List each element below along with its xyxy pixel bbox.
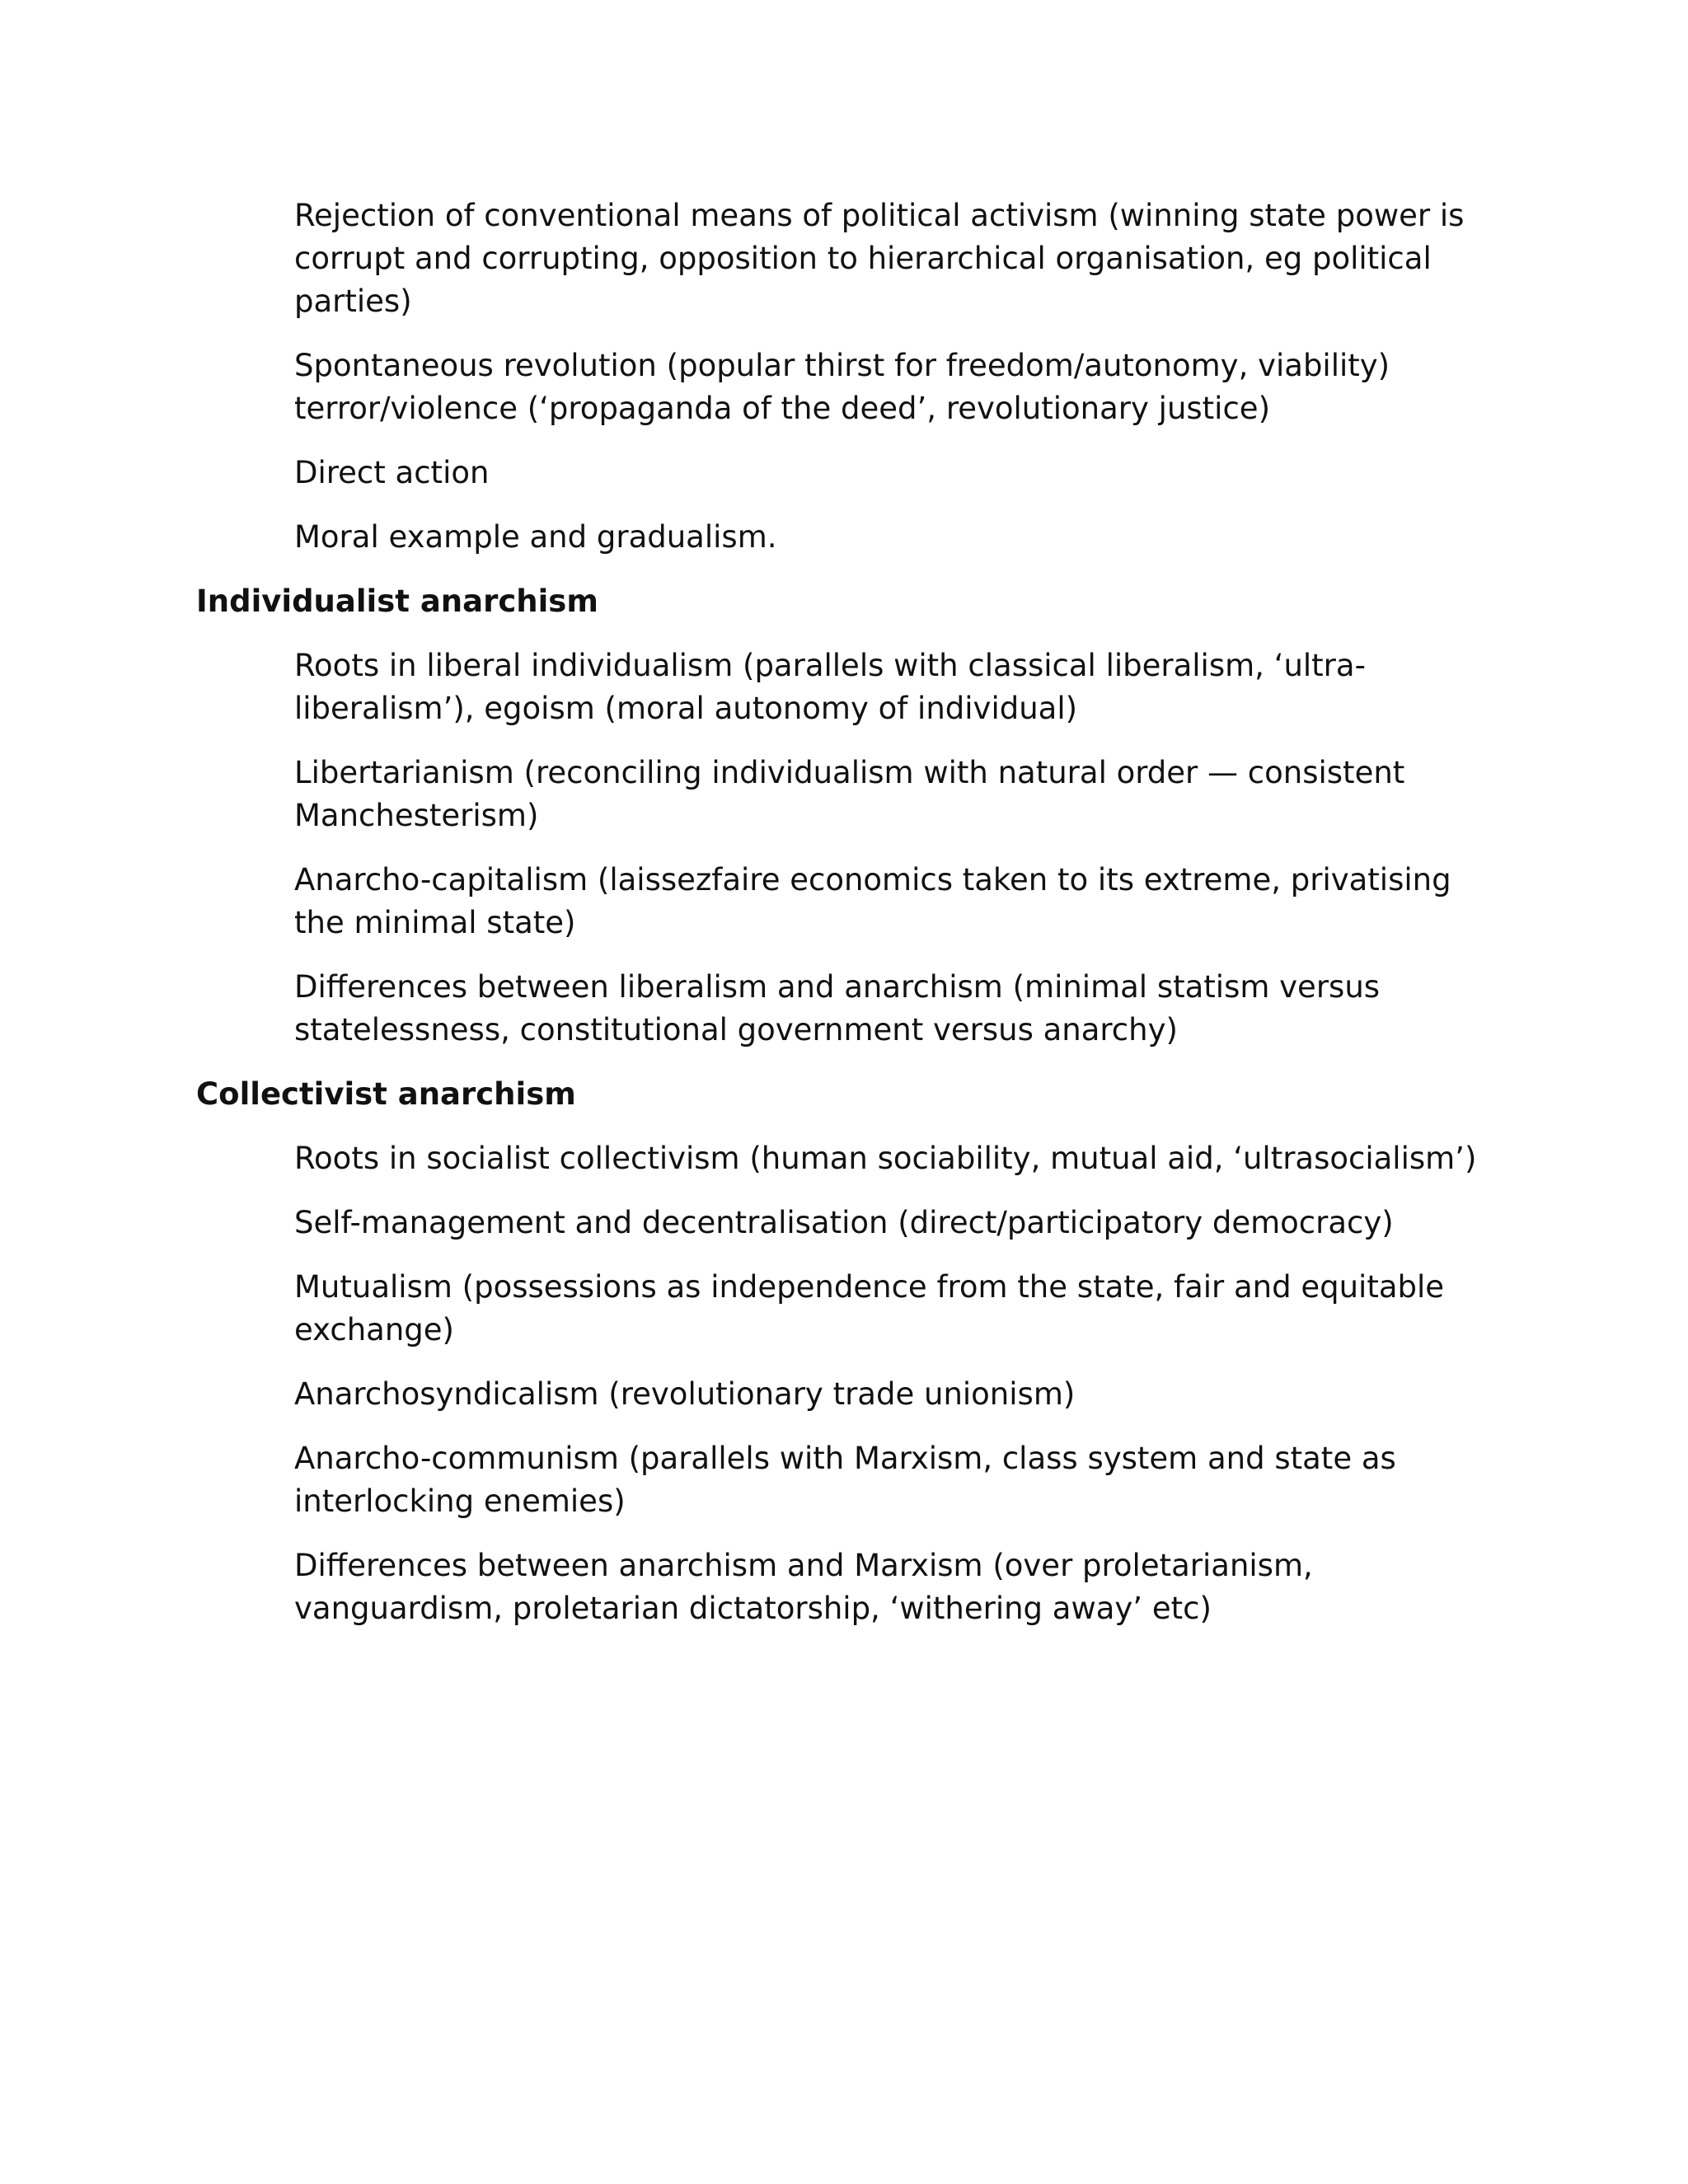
section-heading: Collectivist anarchism (196, 1076, 576, 1112)
list-item: Spontaneous revolution (popular thirst for freedom/autonomy, viability) terror/violence (‘propaganda of the deed’, revolutionary justice) (294, 348, 1390, 426)
list-item: Direct action (294, 455, 490, 490)
list-item: Differences between liberalism and anarchism (minimal statism versus statelessness, constitutional government versus anarchy) (294, 969, 1381, 1047)
section-individualist-anarchism (196, 580, 1515, 1052)
list-item: Anarchosyndicalism (revolutionary trade unionism) (294, 1376, 1076, 1412)
list-item: Roots in liberal individualism (parallels with classical liberalism, ‘ultra-liberalism’), egoism (moral autonomy of individual) (294, 648, 1366, 726)
section-collectivist-anarchism (196, 1073, 1515, 1630)
list-item: Differences between anarchism and Marxism (over proletarianism, vanguardism, proletarian dictatorship, ‘withering away’ etc) (294, 1548, 1313, 1626)
list-item: Roots in socialist collectivism (human sociability, mutual aid, ‘ultrasocialism’) (294, 1141, 1477, 1176)
list-item: Libertarianism (reconciling individualism with natural order — consistent Manchesterism) (294, 755, 1405, 833)
list-item: Mutualism (possessions as independence from the state, fair and equitable exchange) (294, 1269, 1445, 1347)
list-item: Rejection of conventional means of political activism (winning state power is corrupt and corrupting, opposition to hierarchical organisation, eg political parties) (294, 198, 1465, 319)
list-item: Anarcho-communism (parallels with Marxism, class system and state as interlocking enemies) (294, 1441, 1396, 1519)
list-item: Moral example and gradualism. (294, 519, 777, 555)
intro-list (196, 194, 1515, 559)
document-body (196, 194, 1515, 1652)
section-heading: Individualist anarchism (196, 583, 598, 619)
list-item: Anarcho-capitalism (laissezfaire economics taken to its extreme, privatising the minimal state) (294, 862, 1451, 940)
list-item: Self-management and decentralisation (direct/participatory democracy) (294, 1205, 1394, 1240)
